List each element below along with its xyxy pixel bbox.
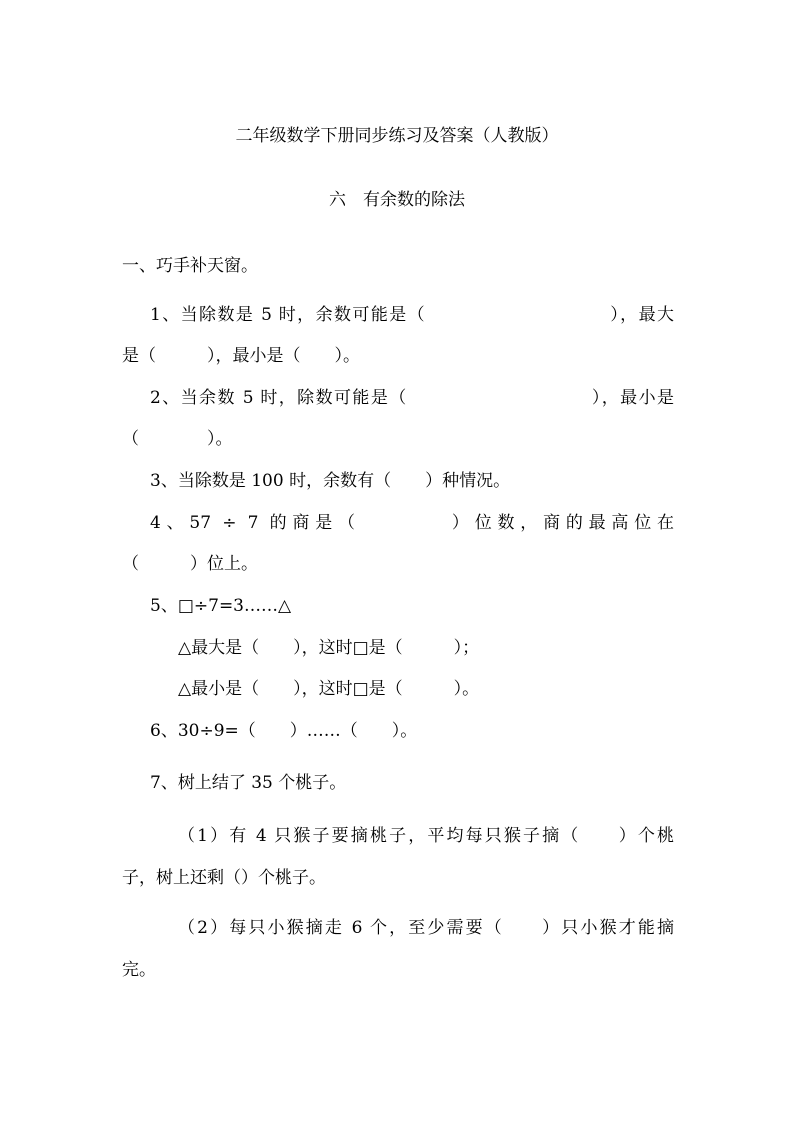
- question-1-line-1: 1、当除数是 5 时，余数可能是（ ），最大: [150, 305, 674, 325]
- question-7-2-line-2: 完。: [122, 960, 156, 980]
- section-title: 六 有余数的除法: [329, 190, 465, 210]
- question-1-line-2: 是（ ），最小是（ ）。: [122, 346, 360, 366]
- question-4-line-2: （ ）位上。: [122, 554, 258, 574]
- question-3: 3、当除数是 100 时，余数有（ ）种情况。: [150, 471, 511, 491]
- question-5-a: △最大是（ ），这时□是（ ）；: [178, 638, 480, 658]
- question-7-2-line-1: （2）每只小猴摘走 6 个，至少需要（ ）只小猴才能摘: [178, 918, 674, 938]
- question-2-line-2: （ ）。: [122, 429, 233, 449]
- question-4-line-1: 4、57 ÷ 7 的商是（ ）位数，商的最高位在: [150, 513, 674, 533]
- question-7-1-line-2: 子，树上还剩（）个桃子。: [122, 868, 326, 888]
- question-5-b: △最小是（ ），这时□是（ ）。: [178, 679, 480, 699]
- question-6: 6、30÷9=（ ）……（ ）。: [150, 721, 418, 741]
- document-title: 二年级数学下册同步练习及答案（人教版）: [235, 126, 559, 146]
- question-7: 7、树上结了 35 个桃子。: [150, 773, 347, 793]
- question-7-1-line-1: （1）有 4 只猴子要摘桃子，平均每只猴子摘（ ）个桃: [178, 826, 674, 846]
- question-2-line-1: 2、当余数 5 时，除数可能是（ ），最小是: [150, 388, 674, 408]
- question-5: 5、□÷7=3……△: [150, 596, 292, 616]
- part-heading: 一、巧手补天窗。: [122, 256, 258, 276]
